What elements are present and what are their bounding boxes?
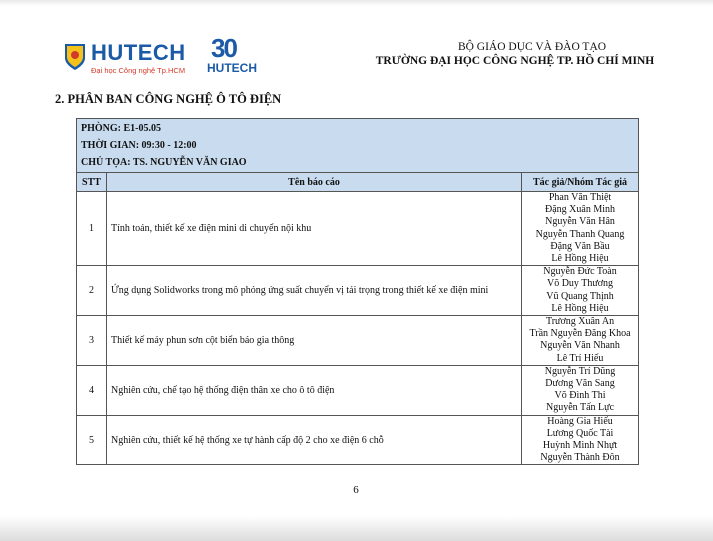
anniversary-wordmark: HUTECH <box>207 61 257 75</box>
author-name: Lê Hồng Hiệu <box>551 302 609 314</box>
page-top-edge <box>0 0 713 6</box>
anniversary-logo <box>207 33 263 77</box>
author-name: Nguyễn Đức Toàn <box>543 266 617 278</box>
author-name: Lê Hồng Hiệu <box>551 253 609 265</box>
session-time: THỜI GIAN: 09:30 - 12:00 <box>81 140 197 151</box>
page-number: 6 <box>353 484 359 496</box>
author-name: Dương Văn Sang <box>545 378 615 390</box>
author-name: Lê Trí Hiếu <box>556 352 604 364</box>
row-authors <box>522 192 639 266</box>
row-report-title: Tính toán, thiết kế xe điện mini di chuyển nội khu <box>107 192 522 266</box>
author-name: Vũ Quang Thịnh <box>546 290 614 302</box>
row-report-title: Nghiên cứu, chế tạo hệ thống điện thân xe cho ô tô điện <box>107 365 522 415</box>
table-row <box>77 365 639 415</box>
table-row <box>77 192 639 266</box>
row-authors <box>522 266 639 316</box>
ministry-name: BỘ GIÁO DỤC VÀ ĐÀO TẠO <box>457 41 607 53</box>
session-info <box>77 119 639 173</box>
author-name: Đặng Xuân Minh <box>545 204 616 216</box>
page-bottom-edge <box>0 516 713 541</box>
row-stt: 5 <box>77 415 107 465</box>
header-title: Tên báo cáo <box>107 173 522 192</box>
logo-subtitle: Đại học Công nghệ Tp.HCM <box>91 66 186 75</box>
author-name: Phan Văn Thiệt <box>548 192 612 203</box>
table-row <box>77 316 639 366</box>
author-name: Nguyễn Thanh Quang <box>535 228 625 240</box>
author-name: Nguyễn Văn Hân <box>545 216 615 228</box>
session-chair: CHỦ TỌA: TS. NGUYỄN VĂN GIAO <box>81 157 247 168</box>
row-authors <box>522 316 639 366</box>
anniversary-number: 30 <box>211 33 236 63</box>
author-name: Nguyễn Trí Dũng <box>544 365 616 377</box>
row-authors <box>522 415 639 465</box>
row-report-title: Ứng dụng Solidworks trong mô phỏng ứng suất chuyển vị tải trọng trong thiết kế xe điện mini <box>107 266 522 316</box>
row-stt: 2 <box>77 266 107 316</box>
author-name: Nguyễn Tấn Lực <box>546 402 615 414</box>
header-authors: Tác giả/Nhóm Tác giả <box>522 173 639 192</box>
author-name: Lương Quốc Tài <box>546 427 614 439</box>
section-title: 2. PHÂN BAN CÔNG NGHỆ Ô TÔ ĐIỆN <box>55 92 282 106</box>
table-header-row <box>77 173 639 192</box>
author-name: Huỳnh Minh Nhựt <box>542 440 618 452</box>
author-name: Võ Duy Thương <box>546 278 614 290</box>
shield-icon <box>63 42 87 72</box>
row-report-title: Thiết kế máy phun sơn cột biển báo gia thông <box>107 316 522 366</box>
program-table <box>76 118 639 465</box>
header-stt: STT <box>77 173 107 192</box>
author-name: Đặng Văn Bầu <box>550 240 610 252</box>
author-name: Trương Xuân An <box>545 316 615 328</box>
row-authors <box>522 365 639 415</box>
hutech-logo <box>63 42 195 78</box>
session-room: PHÒNG: E1-05.05 <box>81 123 161 134</box>
author-name: Nguyễn Thành Đôn <box>540 452 620 464</box>
author-name: Nguyễn Văn Nhanh <box>540 340 620 352</box>
session-info-row <box>77 119 639 173</box>
row-report-title: Nghiên cứu, thiết kế hệ thống xe tự hành cấp độ 2 cho xe điện 6 chỗ <box>107 415 522 465</box>
school-name: TRƯỜNG ĐẠI HỌC CÔNG NGHỆ TP. HỒ CHÍ MINH <box>375 55 655 67</box>
table-row <box>77 266 639 316</box>
row-stt: 3 <box>77 316 107 366</box>
logo-wordmark: HUTECH <box>91 40 186 65</box>
author-name: Hoàng Gia Hiếu <box>547 415 613 427</box>
table-row <box>77 415 639 465</box>
author-name: Võ Đình Thi <box>554 390 606 402</box>
author-name: Trần Nguyễn Đăng Khoa <box>529 328 631 340</box>
row-stt: 1 <box>77 192 107 266</box>
row-stt: 4 <box>77 365 107 415</box>
table-body <box>77 192 639 465</box>
